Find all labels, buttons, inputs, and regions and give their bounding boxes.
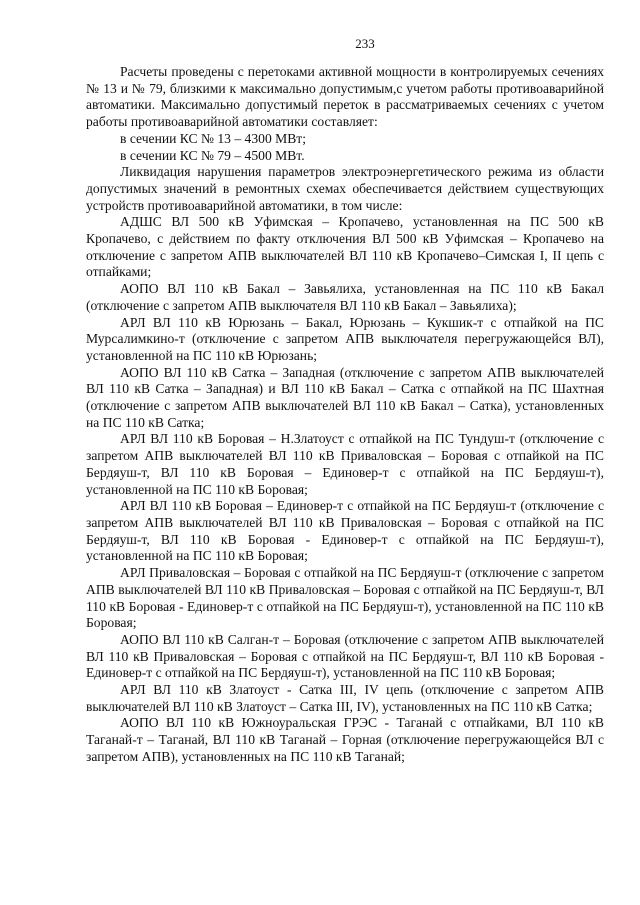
- page-number: 233: [355, 36, 375, 51]
- paragraph-section-79: в сечении КС № 79 – 4500 МВт.: [120, 147, 305, 163]
- paragraph-arl-borovaya-edinover: АРЛ ВЛ 110 кВ Боровая – Единовер-т с отпайкой на ПС Бердяуш-т (отключение с запретом АПВ выключателей ВЛ 110 кВ Приваловская – Боровая с отпайкой на ПС Бердяуш-т, ВЛ 110 кВ Боровая - Единовер-т с отпайкой на ПС Бердяуш-т), установленной на ПС 110 кВ Боровая;: [86, 498, 604, 564]
- paragraph-adshs: АДШС ВЛ 500 кВ Уфимская – Кропачево, установленная на ПС 500 кВ Кропачево, с действием по факту отключения ВЛ 500 кВ Уфимская – Кропачево на отключение с запретом АПВ выключателей ВЛ 110 кВ Кропачево–Симская I, II цепь с отпайками;: [86, 214, 604, 280]
- paragraph-arl-yuryuzan: АРЛ ВЛ 110 кВ Юрюзань – Бакал, Юрюзань – Кукшик-т с отпайкой на ПС Мурсалимкино-т (отключение с запретом АПВ выключателя перегружающейся ВЛ), установленной на ПС 110 кВ Юрюзань;: [86, 314, 604, 363]
- paragraph-calculations: Расчеты проведены с перетоками активной мощности в контролируемых сечениях № 13 и № 79, близкими к максимально допустимым,с учетом работы противоаварийной автоматики. Максимально допустимый переток в рассматриваемых сечениях с учетом работы противоаварийной автоматики составляет:: [86, 64, 604, 130]
- paragraph-arl-privalovskaya: АРЛ Приваловская – Боровая с отпайкой на ПС Бердяуш-т (отключение с запретом АПВ выключателей ВЛ 110 кВ Приваловская – Боровая с отпайкой на ПС Бердяуш-т, ВЛ 110 кВ Боровая - Единовер-т с отпайкой на ПС Бердяуш-т), установленной на ПС 110 кВ Боровая;: [86, 565, 604, 631]
- paragraph-liquidation: Ликвидация нарушения параметров электроэнергетического режима из области допустимых значений в ремонтных схемах обеспечивается действием существующих устройств противоаварийной автоматики, в том числе:: [86, 164, 604, 213]
- paragraph-aopo-bakal: АОПО ВЛ 110 кВ Бакал – Завьялиха, установленная на ПС 110 кВ Бакал (отключение с запретом АПВ выключателя ВЛ 110 кВ Бакал – Завьялиха);: [86, 281, 604, 313]
- paragraph-arl-borovaya-zlatoust: АРЛ ВЛ 110 кВ Боровая – Н.Златоуст с отпайкой на ПС Тундуш-т (отключение с запретом АПВ выключателей ВЛ 110 кВ Приваловская – Боровая с отпайкой на ПС Бердяуш-т, ВЛ 110 кВ Боровая – Единовер-т с отпайкой на ПС Бердяуш-т), установленной на ПС 110 кВ Боровая;: [86, 431, 604, 497]
- paragraph-aopo-satka: АОПО ВЛ 110 кВ Сатка – Западная (отключение с запретом АПВ выключателей ВЛ 110 кВ Сатка – Западная) и ВЛ 110 кВ Бакал – Сатка с отпайкой на ПС Шахтная (отключение с запретом АПВ выключателей ВЛ 110 кВ Бакал – Сатка), установленных на ПС 110 кВ Сатка;: [86, 364, 604, 430]
- paragraph-aopo-salgan: АОПО ВЛ 110 кВ Салган-т – Боровая (отключение с запретом АПВ выключателей ВЛ 110 кВ Приваловская – Боровая с отпайкой на ПС Бердяуш-т, ВЛ 110 кВ Боровая - Единовер-т с отпайкой на ПС Бердяуш-т), установленной на ПС 110 кВ Боровая;: [86, 631, 604, 681]
- paragraph-section-13: в сечении КС № 13 – 4300 МВт;: [120, 130, 307, 146]
- paragraph-aopo-taganay: АОПО ВЛ 110 кВ Южноуральская ГРЭС - Таганай с отпайками, ВЛ 110 кВ Таганай-т – Таганай, ВЛ 110 кВ Таганай – Горная (отключение перегружающейся ВЛ с запретом АПВ), установленных на ПС 110 кВ Таганай;: [86, 715, 604, 764]
- paragraph-arl-zlatoust-satka: АРЛ ВЛ 110 кВ Златоуст - Сатка III, IV цепь (отключение с запретом АПВ выключателей ВЛ 110 кВ Златоуст – Сатка III, IV), установленных на ПС 110 кВ Сатка;: [86, 682, 604, 714]
- document-body: [86, 64, 604, 766]
